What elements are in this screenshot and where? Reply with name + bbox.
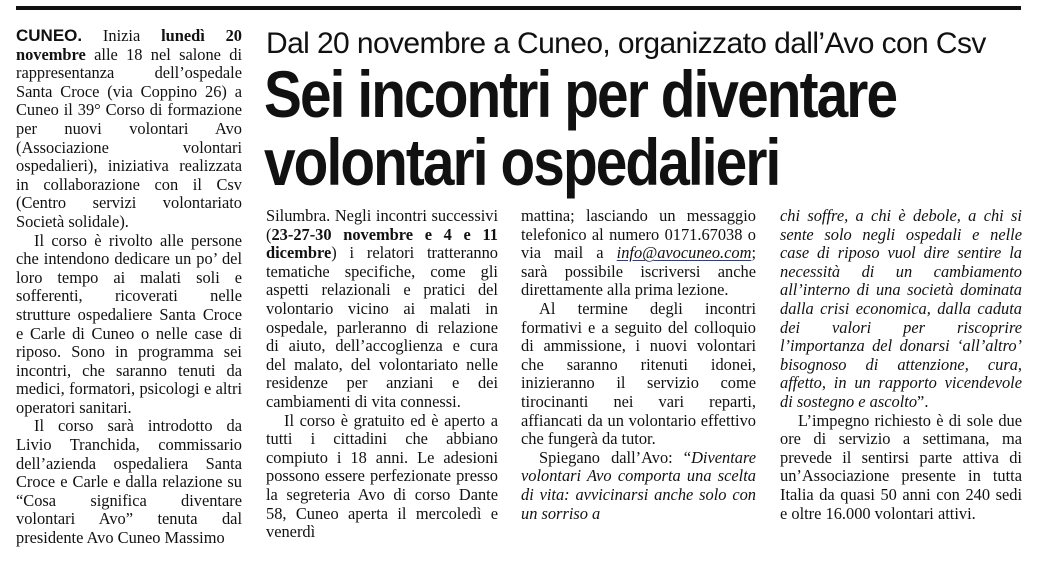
paragraph-intro: [16, 27, 242, 232]
article-column-3: [521, 207, 756, 523]
headline-line-2: volontari ospedalieri: [264, 125, 780, 199]
article-headline: [264, 57, 926, 199]
article-column-4: [780, 207, 1022, 523]
article-subhead: Dal 20 novembre a Cuneo, organizzato dall’Avo con Csv: [266, 27, 986, 60]
paragraph-contact: [521, 207, 756, 300]
quote-text-part-2: chi soffre, a chi è debole, a chi si sente solo negli ospedali e nelle case di riposo vuol dire sentire la necessità di un cambiamento all’interno di una società dominata dalla crisi economica, dalla caduta dei valori per riscoprire l’importanza del donarsi ‘all’altro’ bisognoso di attenzione, cura, affetto, in un rapporto vicendevole di sostegno e ascolto: [780, 206, 1022, 411]
quote-close: ”.: [917, 391, 929, 411]
paragraph-admission: Al termine degli incontri formativi e a seguito del colloquio di ammissione, i nuovi volontari che saranno ritenuti idonei, inizieranno il servizio come tirocinanti nei vari reparti, affiancati da un volontario effettivo che fungerà da tutor.: [521, 298, 756, 449]
article-column-1: [16, 27, 242, 548]
quote-text-part-1: Diventare volontari Avo comporta una scelta di vita: avvicinarsi anche solo con un sorriso a: [521, 447, 756, 523]
paragraph-introduction-speaker: Il corso sarà introdotto da Livio Tranchida, commissario dell’azienda ospedaliera Santa Croce e Carle e dalla relazione su “Cosa significa diventare volontari Avo” tenuta dal presidente Avo Cuneo Massimo: [16, 416, 242, 548]
dateline: CUNEO.: [16, 26, 83, 45]
intro-date: lunedì 20 novembre: [16, 26, 242, 64]
paragraph-quote-continued: [780, 207, 1022, 412]
quote-intro: Spiegano dall’Avo: “: [539, 447, 692, 467]
article-column-2: [266, 207, 498, 542]
paragraph-quote-start: [521, 449, 756, 523]
email-link[interactable]: info@avocuneo.com: [616, 243, 752, 263]
contact-text-a: mattina; lasciando un messaggio telefonico al numero 0171.67038 o via mail a: [521, 206, 756, 263]
paragraph-enrollment: Il corso è gratuito ed è aperto a tutti i cittadini che abbiano compiuto i 18 anni. Le adesioni possono essere perfezionate presso la segreteria Avo di corso Dante 58, Cuneo aperta il mercoledì e venerdì: [266, 410, 498, 542]
paragraph-schedule: [266, 207, 498, 412]
intro-text-a: Inizia: [82, 26, 162, 45]
schedule-dates: 23-27-30 novembre e 4 e 11 dicembre: [266, 224, 498, 263]
paragraph-commitment: L’impegno richiesto è di sole due ore di servizio a settimana, ma prevede il sentirsi parte attiva di un’Associazione presente in tutta Italia da quasi 50 anni con 240 sedi e oltre 16.000 volontari attivi.: [780, 410, 1022, 523]
headline-line-1: Sei incontri per diventare: [264, 57, 897, 131]
paragraph-audience: Il corso è rivolto alle persone che intendono dedicare un po’ del loro tempo ai malati soli e sofferenti, ricoverati nelle strutture ospedaliere Santa Croce e Carle di Cuneo o nelle case di riposo. Sono in programma sei incontri, che saranno tenuti da medici, formatori, psicologi e altri operatori sanitari.: [16, 230, 242, 417]
schedule-text-a: Silumbra. Negli incontri successivi (: [266, 206, 498, 244]
schedule-text-b: ) i relatori tratteranno tematiche specifiche, come gli aspetti relazionali e pratici del volontario vicino ai malati in ospedale, parleranno di relazione di aiuto, dell’accoglienza e cura del malato, del volontariato nelle residenze per anziani e dei cambiamenti di vita connessi.: [266, 243, 498, 411]
contact-text-b: ; sarà possibile iscriversi anche direttamente alla prima lezione.: [521, 243, 756, 300]
top-rule: [16, 6, 1021, 10]
intro-text-b: alle 18 nel salone di rappresentanza dell’ospedale Santa Croce (via Coppino 26) a Cuneo il 39° Corso di formazione per nuovi volontari Avo (Associazione volontari ospedalieri), iniziativa realizzata in collaborazione con il Csv (Centro servizi volontariato Società solidale).: [16, 44, 242, 231]
